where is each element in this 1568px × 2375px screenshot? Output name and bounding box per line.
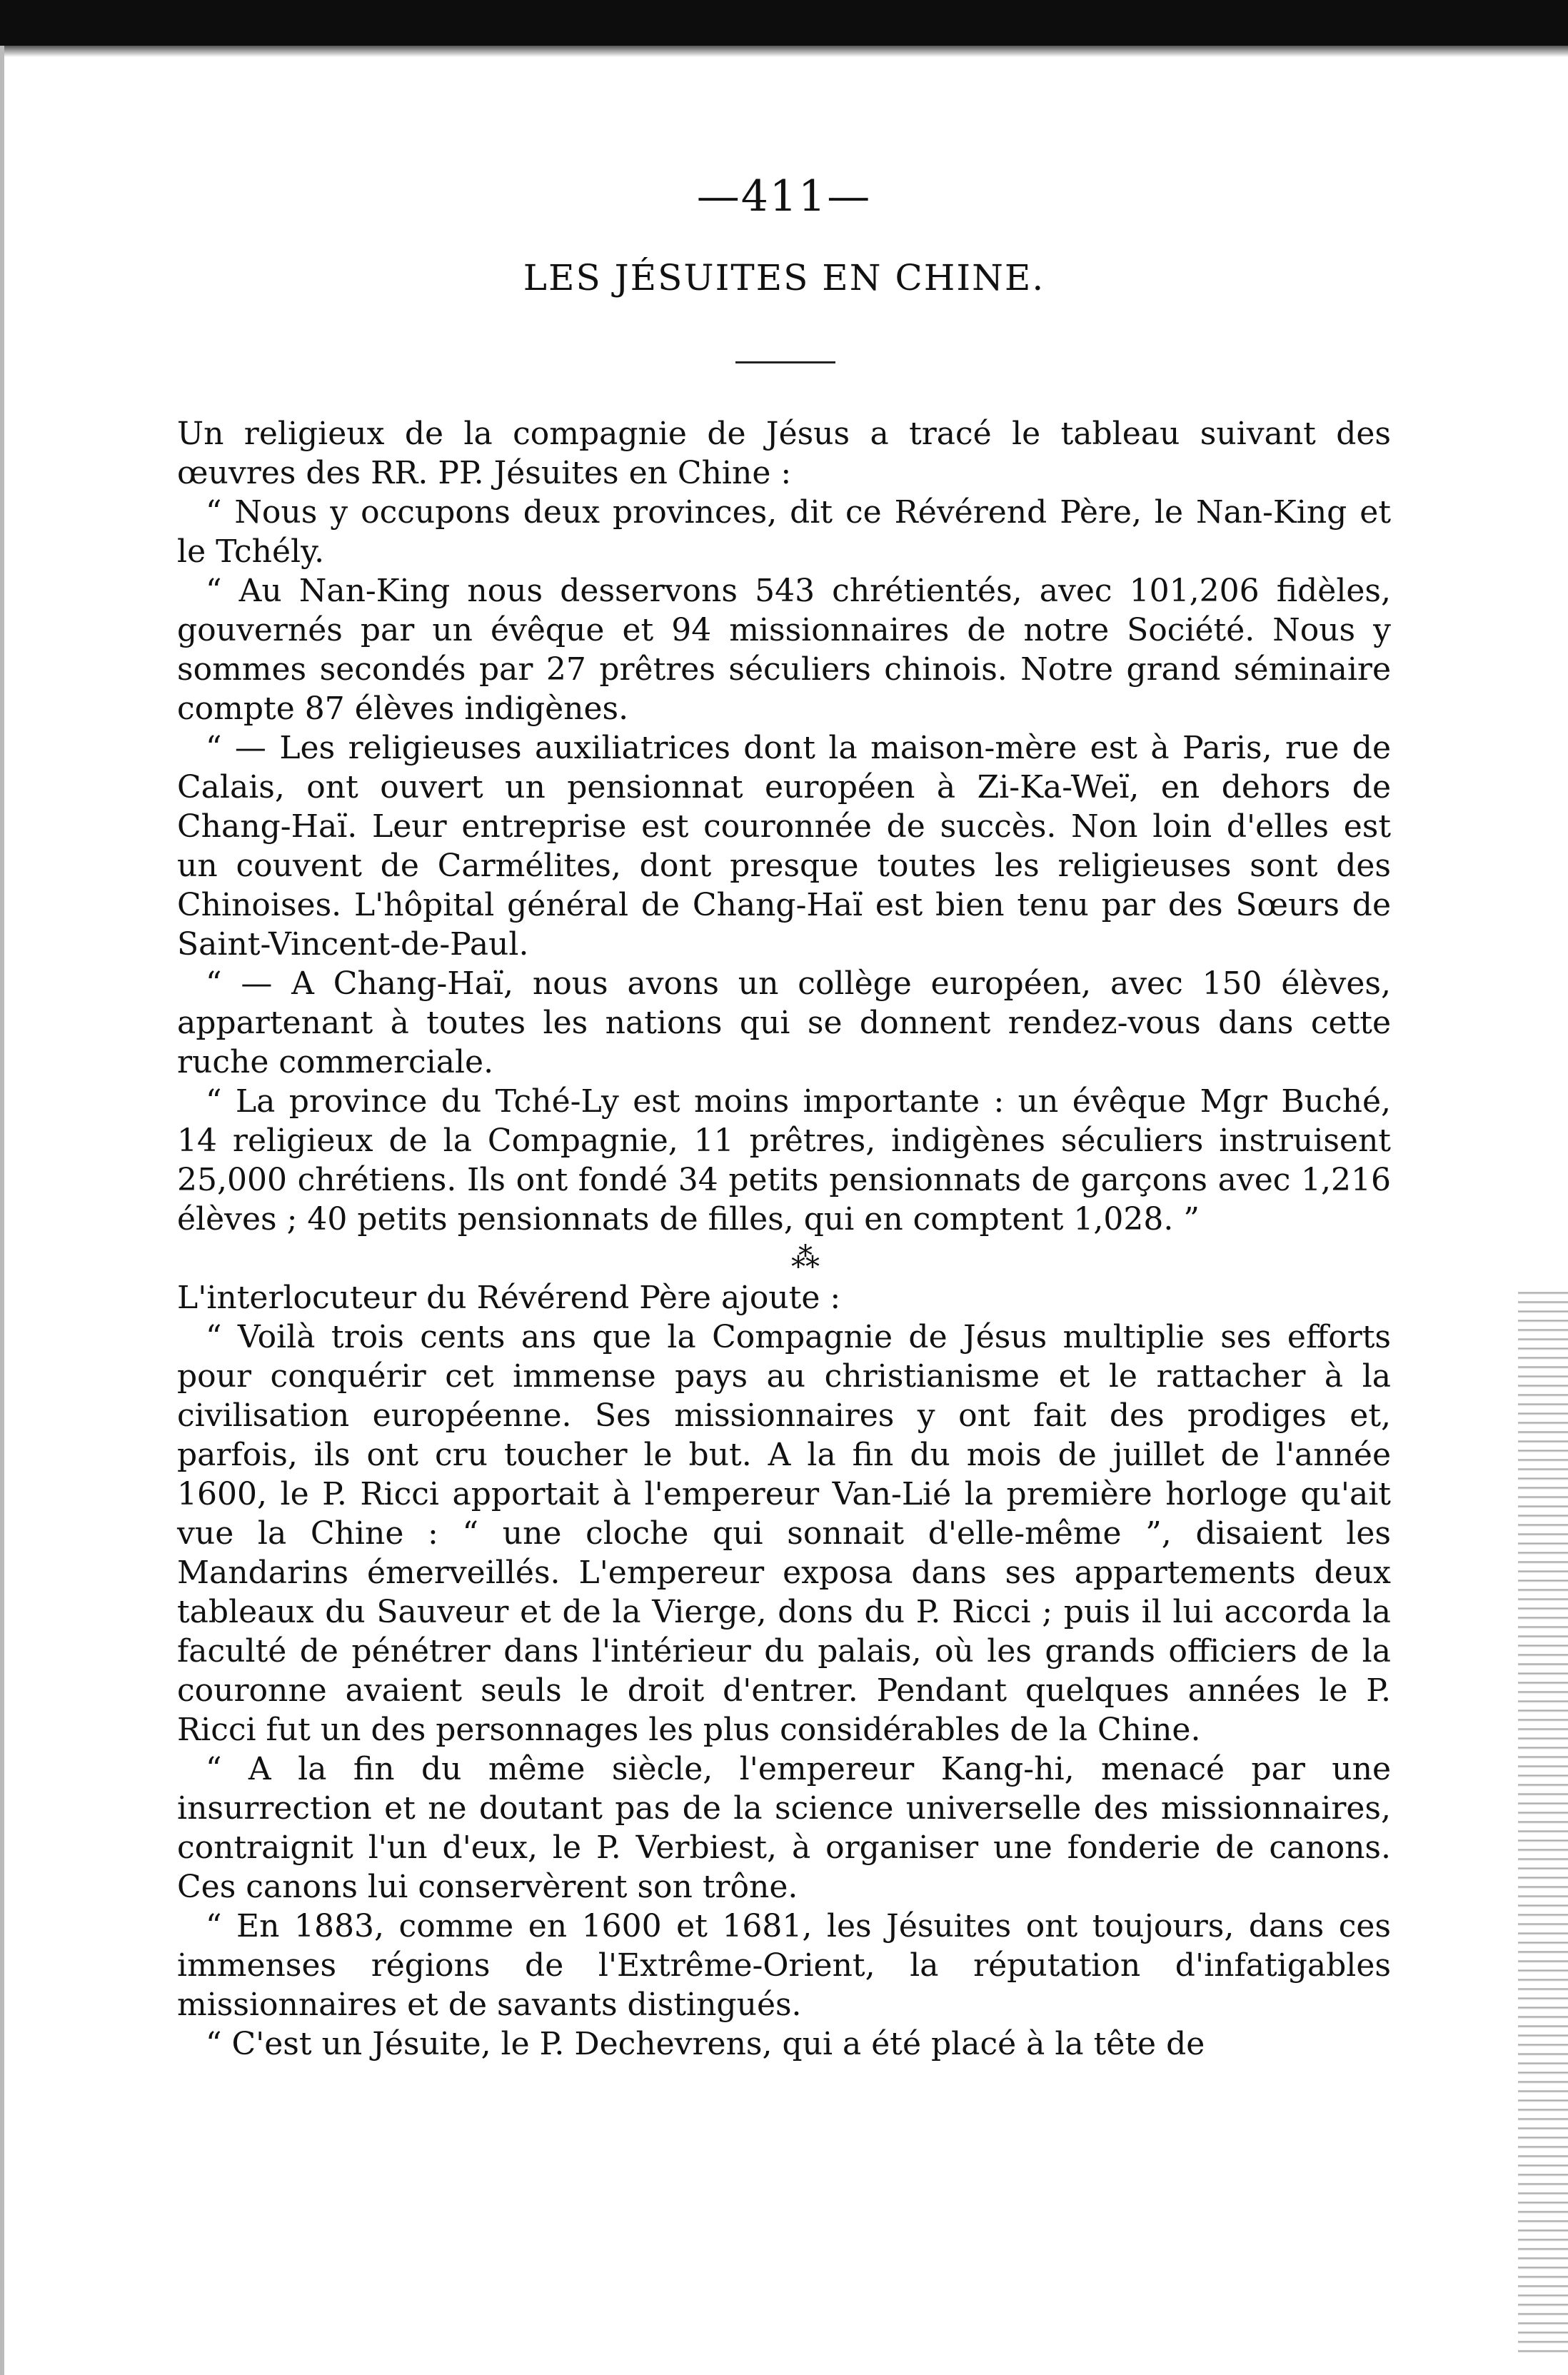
asterism-separator: ⁂ [791, 1242, 820, 1275]
paragraph: “ A la fin du même siècle, l'empereur Kang-hi, menacé par une insurrection et ne doutant pas de la science universelle des missionnaires, contraignit l'un d'eux, le P. Verbiest, à organiser une fonderie de canons. Ces canons lui conservèrent son trône. [177, 1751, 1391, 1905]
paragraph: L'interlocuteur du Révérend Père ajoute : [177, 1280, 841, 1316]
scan-border-fade [0, 46, 1568, 57]
title-rule [735, 361, 835, 363]
scan-left-edge [0, 46, 4, 2375]
body-text [177, 414, 1391, 2064]
paragraph: “ — A Chang-Haï, nous avons un collège européen, avec 150 élèves, appartenant à toutes les nations qui se donnent rendez-vous dans cette ruche commerciale. [177, 965, 1391, 1080]
scan-right-edge-noise [1518, 1285, 1568, 2356]
page-title: LES JÉSUITES EN CHINE. [523, 257, 1045, 298]
paragraph: “ Au Nan-King nous desservons 543 chrétientés, avec 101,206 fidèles, gouvernés par un évêque et 94 missionnaires de notre Société. Nous y sommes secondés par 27 prêtres séculiers chinois. Notre grand séminaire compte 87 élèves indigènes. [177, 573, 1391, 727]
paragraph: “ Voilà trois cents ans que la Compagnie de Jésus multiplie ses efforts pour conquérir cet immense pays au christianisme et le rattacher à la civilisation européenne. Ses missionnaires y ont fait des prodiges et, parfois, ils ont cru toucher le but. A la fin du mois de juillet de l'année 1600, le P. Ricci apportait à l'empereur Van-Lié la première horloge qu'ait vue la Chine : “ une cloche qui sonnait d'elle-même ”, disaient les Mandarins émerveillés. L'empereur exposa dans ses appartements deux tableaux du Sauveur et de la Vierge, dons du P. Ricci ; puis il lui accorda la faculté de pénétrer dans l'intérieur du palais, où les grands officiers de la couronne avaient seuls le droit d'entrer. Pendant quelques années le P. Ricci fut un des personnages les plus considérables de la Chine. [177, 1319, 1391, 1748]
scan-top-border [0, 0, 1568, 46]
paragraph: “ — Les religieuses auxiliatrices dont la maison-mère est à Paris, rue de Calais, ont ouvert un pensionnat européen à Zi-Ka-Weï, en dehors de Chang-Haï. Leur entreprise est couronnée de succès. Non loin d'elles est un couvent de Carmélites, dont presque toutes les religieuses sont des Chinoises. L'hôpital général de Chang-Haï est bien tenu par des Sœurs de Saint-Vincent-de-Paul. [177, 730, 1391, 963]
page-number: —411— [696, 171, 872, 221]
paragraph: “ En 1883, comme en 1600 et 1681, les Jésuites ont toujours, dans ces immenses régions de l'Extrême-Orient, la réputation d'infatigables missionnaires et de savants distingués. [177, 1908, 1391, 2023]
paragraph: “ La province du Tché-Ly est moins importante : un évêque Mgr Buché, 14 religieux de la Compagnie, 11 prêtres, indigènes séculiers instruisent 25,000 chrétiens. Ils ont fondé 34 petits pensionnats de garçons avec 1,216 élèves ; 40 petits pensionnats de filles, qui en comptent 1,028. ” [177, 1083, 1391, 1237]
paragraph: “ Nous y occupons deux provinces, dit ce Révérend Père, le Nan-King et le Tchély. [177, 494, 1391, 570]
paragraph: Un religieux de la compagnie de Jésus a tracé le tableau suivant des œuvres des RR. PP. Jésuites en Chine : [177, 416, 1391, 491]
paragraph: “ C'est un Jésuite, le P. Dechevrens, qui a été placé à la tête de [206, 2026, 1205, 2062]
